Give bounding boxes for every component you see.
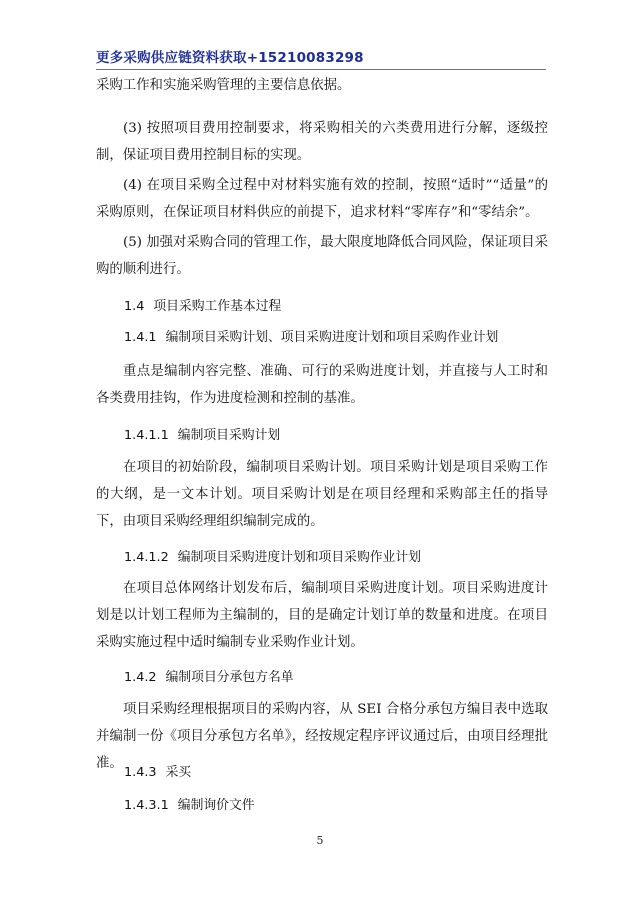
heading-1-4-1-2 bbox=[124, 548, 421, 568]
heading-1-4 bbox=[124, 297, 281, 317]
paragraph-item-4: (4) 在项目采购全过程中对材料实施有效的控制，按照“适时”“适量”的采购原则，在保证项目材料供应的前提下，追求材料“零库存”和“零结余”。 bbox=[96, 178, 548, 220]
heading-title: 项目采购工作基本过程 bbox=[153, 299, 282, 314]
heading-number: 1.4.3.1 bbox=[124, 798, 169, 813]
heading-title: 编制项目采购计划 bbox=[177, 428, 281, 443]
heading-1-4-1 bbox=[124, 328, 498, 348]
heading-title: 编制项目采购计划、项目采购进度计划和项目采购作业计划 bbox=[165, 330, 499, 345]
paragraph-schedule-focus: 重点是编制内容完整、准确、可行的采购进度计划，并直接与人工时和各类费用挂钩，作为进度检测和控制的基准。 bbox=[96, 364, 548, 406]
header-contact-text: 更多采购供应链资料获取+15210083298 bbox=[96, 50, 364, 66]
heading-1-4-3-1 bbox=[124, 796, 255, 816]
heading-number: 1.4.1.2 bbox=[124, 550, 169, 565]
heading-title: 编制项目分承包方名单 bbox=[165, 670, 294, 685]
heading-number: 1.4.1 bbox=[124, 330, 157, 345]
heading-1-4-2 bbox=[124, 668, 294, 688]
heading-number: 1.4.3 bbox=[124, 765, 157, 780]
paragraph-item-5: (5) 加强对采购合同的管理工作，最大限度地降低合同风险，保证项目采购的顺利进行。 bbox=[96, 235, 548, 277]
heading-number: 1.4 bbox=[124, 299, 145, 314]
page-header bbox=[96, 46, 546, 70]
heading-1-4-3 bbox=[124, 763, 191, 783]
paragraph-procurement-plan: 在项目的初始阶段，编制项目采购计划。项目采购计划是项目采购工作的大纲，是一文本计划。项目采购计划是在项目经理和采购部主任的指导下，由项目采购经理组织编制完成的。 bbox=[96, 460, 548, 529]
heading-number: 1.4.2 bbox=[124, 670, 157, 685]
page-number: 5 bbox=[316, 834, 324, 847]
heading-1-4-1-1 bbox=[124, 426, 280, 446]
paragraph-continuation: 采购工作和实施采购管理的主要信息依据。 bbox=[96, 78, 351, 93]
heading-title: 编制项目采购进度计划和项目采购作业计划 bbox=[177, 550, 421, 565]
paragraph-item-3: (3) 按照项目费用控制要求，将采购相关的六类费用进行分解，逐级控制，保证项目费用控制目标的实现。 bbox=[96, 121, 548, 163]
heading-number: 1.4.1.1 bbox=[124, 428, 169, 443]
heading-title: 编制询价文件 bbox=[177, 798, 255, 813]
paragraph-subcontractor-list: 项目采购经理根据项目的采购内容，从 SEI 合格分承包方编目表中选取并编制一份《项目分承包方名单》，经按规定程序评议通过后，由项目经理批准。 bbox=[96, 702, 548, 771]
heading-title: 采买 bbox=[165, 765, 192, 780]
paragraph-schedule-plan: 在项目总体网络计划发布后，编制项目采购进度计划。项目采购进度计划是以计划工程师为主编制的，目的是确定计划订单的数量和进度。在项目采购实施过程中适时编制专业采购作业计划。 bbox=[96, 581, 548, 650]
